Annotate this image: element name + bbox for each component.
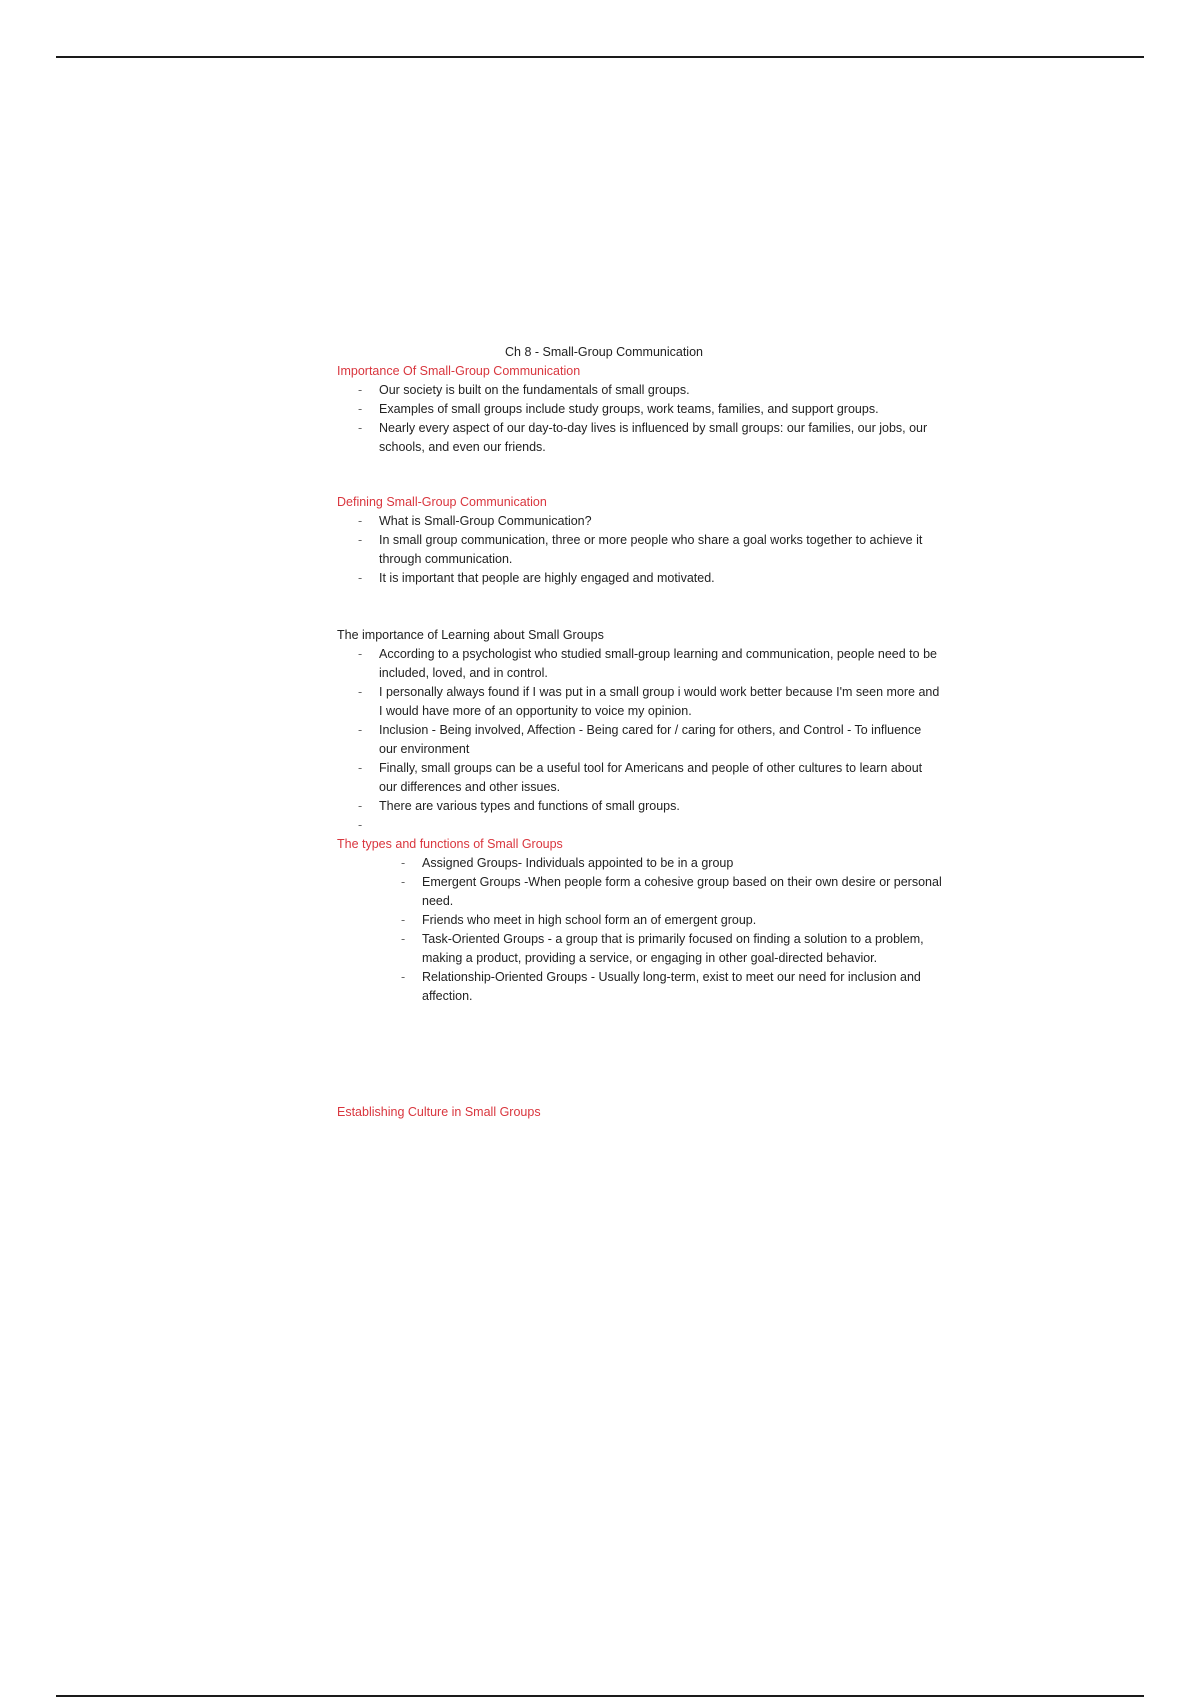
list-item: - Nearly every aspect of our day-to-day lives is influenced by small groups: our families, our jobs, our schools, and even our friends. [358, 421, 928, 454]
section-defining [337, 493, 942, 588]
bullet-dash: - [358, 799, 363, 813]
list-item: - There are various types and functions of small groups. [379, 797, 942, 816]
list-item: - Emergent Groups -When people form a cohesive group based on their own desire or personal need. [401, 875, 942, 908]
list-item: - It is important that people are highly engaged and motivated. [379, 569, 942, 588]
bullet-dash: - [401, 913, 406, 927]
bullet-list [337, 645, 942, 835]
bullet-dash: - [358, 421, 363, 435]
document-title: Ch 8 - Small-Group Communication [505, 345, 703, 359]
bullet-dash: - [401, 970, 406, 984]
bullet-dash: - [358, 723, 363, 737]
bullet-dash: - [401, 875, 406, 889]
list-item: - Relationship-Oriented Groups - Usually long-term, exist to meet our need for inclusion and affection. [401, 970, 921, 1003]
list-item: - Inclusion - Being involved, Affection - Being cared for / caring for others, and Control - To influence our environment [358, 723, 922, 756]
list-item: - Friends who meet in high school form an of emergent group. [422, 911, 942, 930]
top-rule [56, 56, 1144, 58]
bullet-list [337, 512, 942, 588]
bullet-dash: - [358, 514, 363, 528]
bullet-dash: - [358, 533, 363, 547]
section-types [337, 835, 942, 1006]
list-item: - According to a psychologist who studied small-group learning and communication, people need to be included, loved, and in control. [358, 647, 937, 680]
list-item: - Examples of small groups include study groups, work teams, families, and support groups. [379, 400, 942, 419]
list-item: - I personally always found if I was put in a small group i would work better because I'm seen more and I would have more of an opportunity to voice my opinion. [358, 685, 940, 718]
section-heading: Defining Small-Group Communication [337, 495, 547, 509]
list-item: - What is Small-Group Communication? [379, 512, 942, 531]
bullet-dash: - [358, 761, 363, 775]
bullet-list [337, 381, 942, 457]
list-item: - Our society is built on the fundamentals of small groups. [379, 381, 942, 400]
section-culture [337, 1103, 942, 1122]
list-item: - Task-Oriented Groups - a group that is primarily focused on finding a solution to a problem, making a product, providing a service, or engaging in other goal-directed behavior. [401, 932, 924, 965]
bullet-dash: - [358, 818, 363, 832]
list-item: - Finally, small groups can be a useful tool for Americans and people of other cultures to learn about our differences and other issues. [358, 761, 923, 794]
bullet-dash: - [358, 402, 363, 416]
list-item: - Assigned Groups- Individuals appointed to be in a group [422, 854, 942, 873]
section-heading: Importance Of Small-Group Communication [337, 364, 581, 378]
bullet-dash: - [358, 383, 363, 397]
bottom-rule [56, 1695, 1144, 1697]
section-importance [337, 362, 942, 457]
section-heading: The types and functions of Small Groups [337, 837, 563, 851]
bullet-dash: - [358, 647, 363, 661]
bullet-dash: - [401, 932, 406, 946]
section-heading: The importance of Learning about Small Groups [337, 628, 604, 642]
list-item [358, 816, 942, 835]
list-item: - In small group communication, three or more people who share a goal works together to achieve it through communication. [358, 533, 923, 566]
bullet-dash: - [358, 685, 363, 699]
section-heading: Establishing Culture in Small Groups [337, 1105, 541, 1119]
section-learning [337, 626, 942, 835]
bullet-dash: - [401, 856, 406, 870]
bullet-list [337, 854, 942, 1006]
bullet-dash: - [358, 571, 363, 585]
title-wrap [505, 343, 703, 362]
